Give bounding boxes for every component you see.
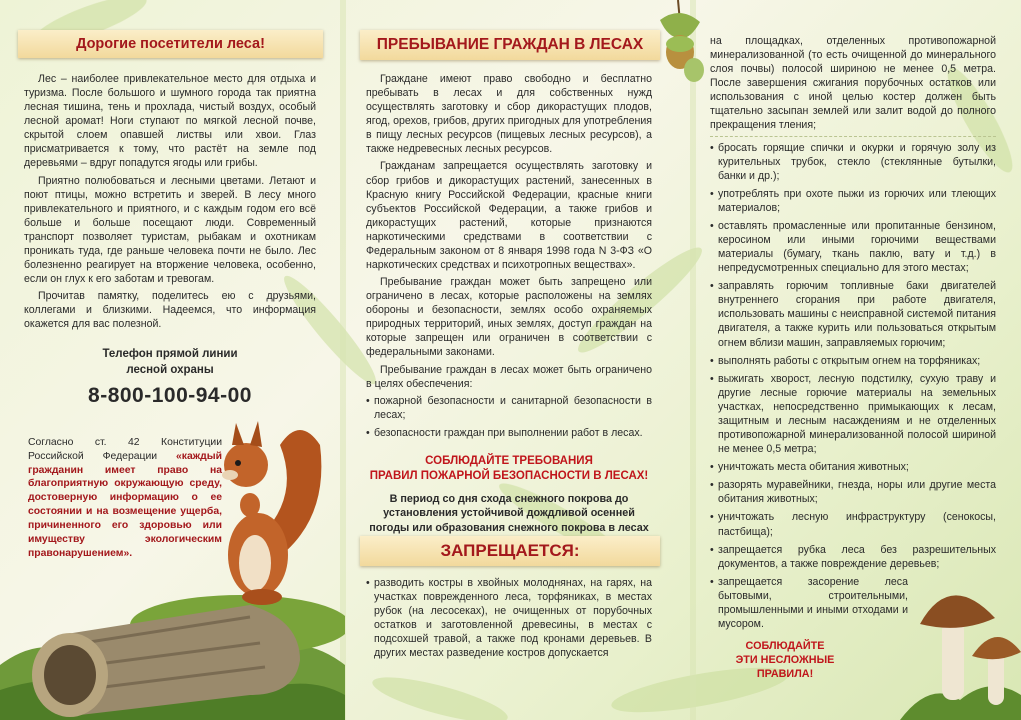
stay-text [366, 72, 652, 535]
list-item: • запрещается рубка леса без разрешительных документов, а также повреждение деревьев; [710, 543, 996, 571]
list-item: • разводить костры в хвойных молоднянах, на гарях, на участках поврежденного леса, торфяниках, в местах рубок (на лесосеках), не очищенных от порубочных остатков и заготовленной древесины, в местах с подсохшей травой, а также под кронами деревьев. В других местах разведение костров допускается [366, 576, 652, 660]
list-item: • уничтожать места обитания животных; [710, 460, 996, 474]
list-item: • уничтожать лесную инфраструктуру (сенокосы, пастбища); [710, 510, 996, 538]
list-item: • оставлять промасленные или пропитанные бензином, керосином или иными горючими веществами материалы (бумагу, ткань паклю, вату и т.д.) в непредусмотренных специально для этого местах; [710, 219, 996, 275]
welcome-text [24, 72, 316, 410]
list-item: • запрещается засорение леса бытовыми, строительными, промышленными и иными отходами и мусором. [710, 575, 908, 631]
forbidden-title: ЗАПРЕЩАЕТСЯ: [440, 541, 580, 560]
hotline-number[interactable]: 8-800-100-94-00 [88, 384, 252, 408]
list-item: • пожарной безопасности и санитарной безопасности в лесах; [366, 394, 652, 422]
paragraph: Пребывание граждан может быть запрещено или ограничено в лесах, которые расположены на землях обороны и безопасности, землях особо охраняемых природных территорий, иных землях, доступ граждан на которые запрещен или ограничен в соответствии с федеральными законами. [366, 276, 652, 359]
welcome-title: Дорогие посетители леса! [76, 36, 265, 52]
paragraph: Граждане имеют право свободно и бесплатно пребывать в лесах и для собственных нужд осуществлять заготовку и сбор дикорастущих плодов, ягод, орехов, грибов, других пригодных для употребления в пищу лесных ресурсов (пищевых лесных ресурсов), а также недревесных лесных ресурсов. [366, 73, 652, 156]
continuation-text: на площадках, отделенных противопожарной минерализованной (то есть очищенной до минерального слоя почвы) полосой шириною не менее 0,5 метра. После завершения сжигания порубочных остатков или использования с иной целью костер должен быть тщательно засыпан землей или залит водой до полного прекращения тления; [710, 35, 996, 132]
divider [710, 136, 996, 137]
constitution-prefix: Согласно ст. 42 Конституции Российской Федерации [28, 437, 222, 462]
paragraph: Пребывание граждан в лесах может быть ограничено в целях обеспечения: [366, 363, 652, 390]
final-call-line: СОБЛЮДАЙТЕ [745, 640, 825, 653]
hotline-label-line: Телефон прямой линии [102, 348, 238, 361]
requirements-title-line: ПРАВИЛ ПОЖАРНОЙ БЕЗОПАСНОСТИ В ЛЕСАХ! [369, 469, 649, 482]
paragraph: Приятно полюбоваться и лесными цветами. Летают и поют птицы, можно встретить и зверей. В лесу много привлекательного и приятного, и с каждым годом его всё больше и больше посещают люди. Современный транспорт позволяет туристам, рыбакам и охотникам проникать туда, где раньше человека почти не было. Лес болезненно реагирует на вторжение человека, особенно, если он глух к его заботам и тревогам. [24, 174, 316, 286]
forbidden-banner [360, 536, 660, 566]
list-item: • заправлять горючим топливные баки двигателей внутреннего сгорания при работе двигателя, использовать машины с неисправной системой питания двигателя, а также курить или пользоваться открытым огнем вблизи машин, заправляемых горючим; [710, 279, 996, 349]
constitution-bold: «каждый гражданин имеет право на благоприятную окружающую среду, достоверную информацию о ее состоянии и на возмещение ущерба, причиненного его здоровью или имуществу экологическим правонарушением». [28, 450, 222, 559]
list-item: • бросать горящие спички и окурки и горячую золу из курительных трубок, стекло (стеклянные бутылки, банки и др.); [710, 141, 996, 183]
list-item: • выполнять работы с открытым огнем на торфяниках; [710, 354, 996, 368]
paragraph: Прочитав памятку, поделитесь ею с друзьями, коллегами и близкими. Надеемся, что информация окажется для вас полезной. [24, 290, 316, 331]
welcome-banner [18, 30, 323, 58]
requirements-title [366, 454, 652, 484]
constitution-quote [28, 436, 222, 560]
requirements-title-line: СОБЛЮДАЙТЕ ТРЕБОВАНИЯ [425, 454, 593, 467]
period-text: В период со дня схода снежного покрова до установления устойчивой дождливой осенней погоды или образования снежного покрова в лесах [369, 492, 649, 534]
stay-title: ПРЕБЫВАНИЕ ГРАЖДАН В ЛЕСАХ [376, 36, 644, 53]
stay-banner [360, 30, 660, 60]
forbidden-list [366, 576, 652, 664]
list-item: • употреблять при охоте пыжи из горючих или тлеющих материалов; [710, 187, 996, 215]
list-item: • безопасности граждан при выполнении работ в лесах. [366, 426, 652, 440]
hotline-label [24, 347, 316, 378]
final-call-line: ЭТИ НЕСЛОЖНЫЕ ПРАВИЛА! [735, 654, 835, 681]
rules-text [710, 34, 996, 681]
final-call [710, 639, 860, 681]
list-item: • выжигать хворост, лесную подстилку, сухую траву и другие лесные горючие материалы на земельных участках, непосредственно примыкающих к лесам, защитным и лесным насаждениям и не отделенных противопожарной минерализованной полосой шириной не менее 0,5 метра; [710, 372, 996, 456]
rules-list [710, 141, 996, 632]
paragraph: Гражданам запрещается осуществлять заготовку и сбор грибов и дикорастущих растений, занесенных в Красную книгу Российской Федерации, красные книги субъектов Российской Федерации, а также грибов и дикорастущих растений, которые признаются наркотическими средствами в соответствии с Федеральным законом от 8 января 1998 года N 3-ФЗ «О наркотических средствах и психотропных веществах». [366, 160, 652, 272]
purpose-list [366, 394, 652, 440]
paragraph: Лес – наиболее привлекательное место для отдыха и туризма. После большого и шумного города так приятна лесная тишина, тень и прохлада, чистый воздух, особый лесной аромат! Ноги ступают по мягкой лесной почве, скрытой слоем опавшей листвы или хвои. Глаз присматривается к тому, что растёт на земле под деревьями – вдруг попадутся ягоды или грибы. [24, 73, 316, 170]
list-item: • разорять муравейники, гнезда, норы или другие места обитания животных; [710, 478, 996, 506]
hotline-label-line: лесной охраны [126, 363, 214, 376]
